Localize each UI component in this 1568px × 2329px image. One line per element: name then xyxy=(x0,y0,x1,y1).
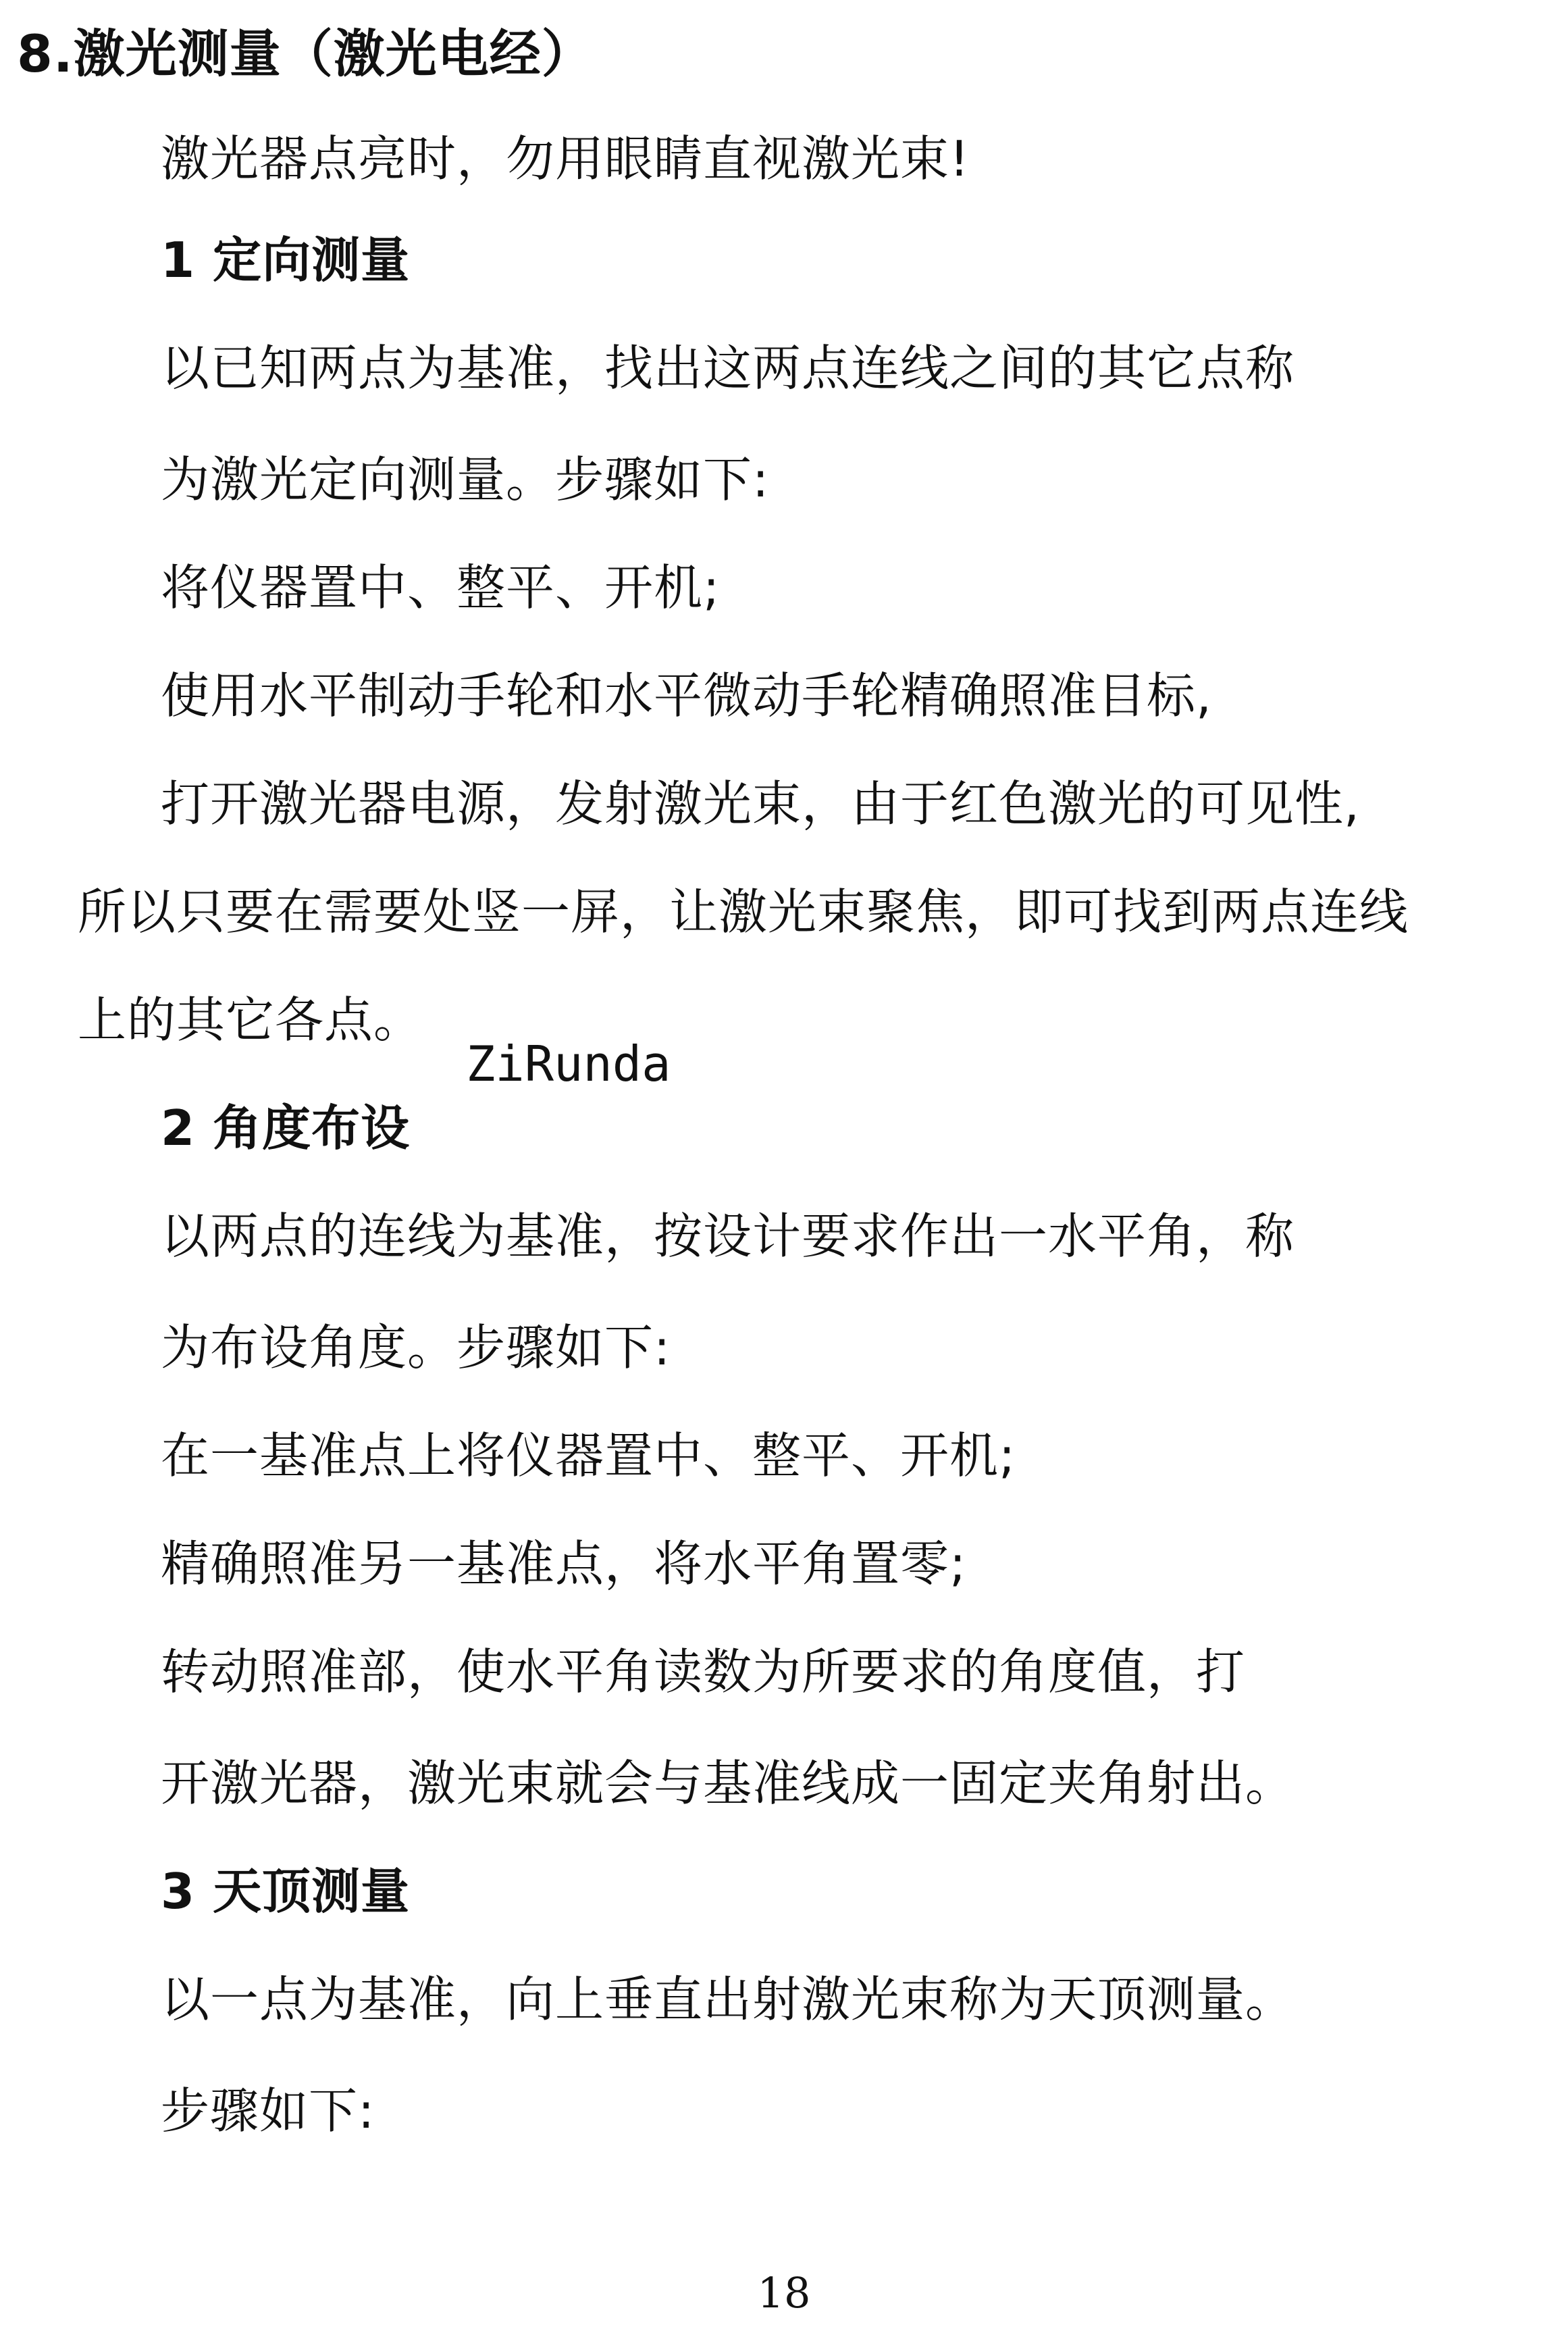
paragraph-line: 转动照准部，使水平角读数为所要求的角度值，打 xyxy=(161,1643,1246,1700)
paragraph-line: 为布设角度。步骤如下: xyxy=(161,1319,671,1376)
paragraph-line: 在一基准点上将仪器置中、整平、开机; xyxy=(161,1427,1016,1484)
section-heading-zenith: 3 天顶测量 xyxy=(161,1863,411,1920)
paragraph-line: 所以只要在需要处竖一屏，让激光束聚焦，即可找到两点连线 xyxy=(78,884,1409,940)
paragraph-line: 上的其它各点。 xyxy=(78,992,423,1048)
paragraph-line: 为激光定向测量。步骤如下: xyxy=(161,451,770,508)
section-heading-orientation: 1 定向测量 xyxy=(161,232,411,288)
page-title: 8.激光测量（激光电经） xyxy=(17,24,594,84)
paragraph-line: 以已知两点为基准，找出这两点连线之间的其它点称 xyxy=(161,340,1295,396)
paragraph-line: 将仪器置中、整平、开机; xyxy=(161,559,721,616)
paragraph-line: 打开激光器电源，发射激光束，由于红色激光的可见性, xyxy=(161,775,1360,832)
section-heading-angle-layout: 2 角度布设 xyxy=(161,1100,411,1156)
page-number: 18 xyxy=(757,2268,811,2318)
paragraph-line: 开激光器，激光束就会与基准线成一固定夹角射出。 xyxy=(161,1755,1295,1812)
paragraph-line: 以一点为基准，向上垂直出射激光束称为天顶测量。 xyxy=(161,1971,1295,2028)
paragraph-line: 以两点的连线为基准，按设计要求作出一水平角，称 xyxy=(161,1208,1295,1264)
paragraph-line: 精确照准另一基准点，将水平角置零; xyxy=(161,1535,967,1592)
laser-warning: 激光器点亮时，勿用眼睛直视激光束! xyxy=(161,130,970,187)
watermark-text: ZiRunda xyxy=(466,1035,671,1092)
paragraph-line: 步骤如下: xyxy=(161,2082,375,2139)
paragraph-line: 使用水平制动手轮和水平微动手轮精确照准目标, xyxy=(161,667,1212,724)
